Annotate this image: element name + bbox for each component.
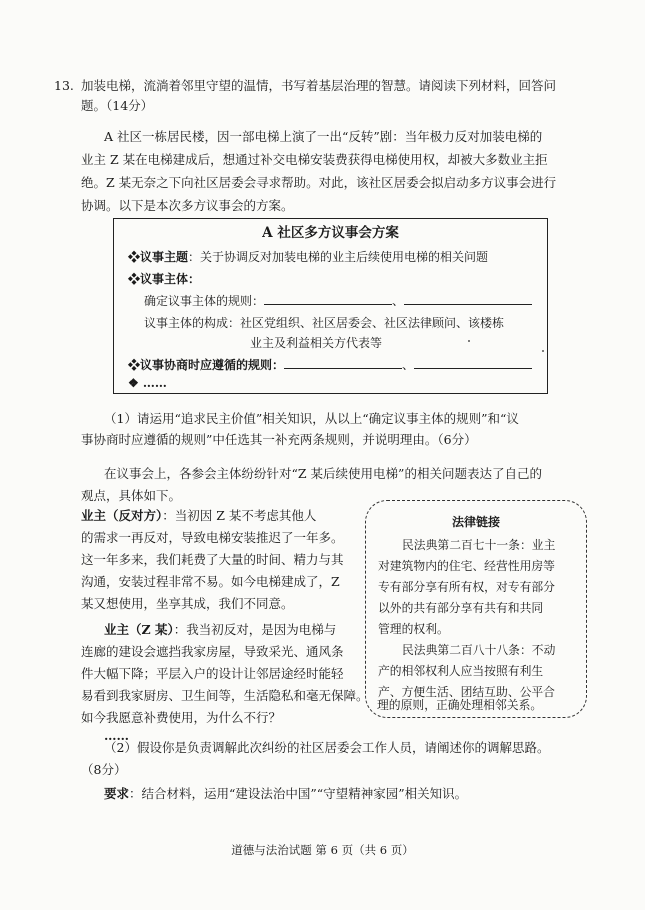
owner-opposed-line-5: 某又想使用，坐享其成，我们不同意。 <box>81 596 294 611</box>
sub2-line-2: （8分） <box>81 762 127 777</box>
plan-more: ❖ …… <box>128 376 167 390</box>
law-line-7: 产的相邻权利人应当按照有利生 <box>378 664 544 678</box>
sub1-line-1: （1）请运用“追求民主价值”相关知识，从以上“确定议事主体的规则”和“议 <box>104 411 519 426</box>
question-stem-line-2: 题。（14分） <box>81 98 154 113</box>
plan-subject-label: ❖议事主体： <box>128 272 201 286</box>
plan-box <box>113 218 548 394</box>
law-line-3: 专有部分享有所有权，对专有部分 <box>378 580 555 594</box>
owner-z-ellipsis: …… <box>104 728 129 743</box>
plan-principle-line <box>128 357 532 373</box>
plan-rule-line <box>144 293 532 309</box>
owner-opposed-text: ：当初因 Z 某不考虑其他人 <box>162 508 317 523</box>
law-line-2: 对建筑物内的住宅、经营性用房等 <box>378 559 555 573</box>
law-line-9: 理的原则，正确处理相邻关系。 <box>377 698 543 712</box>
material1-line-3: 绝。Z 某无奈之下向社区居委会寻求帮助。对此，该社区居委会拟启动多方议事会进行 <box>81 175 557 190</box>
material2-line-2: 观点，具体如下。 <box>81 488 182 503</box>
plan-composition-line-1: 议事主体的构成：社区党组织、社区居委会、社区法律顾问、该楼栋 <box>144 316 505 330</box>
rule-blank-1[interactable] <box>264 293 392 305</box>
plan-topic <box>128 249 488 265</box>
owner-opposed-line-2: 的需求一再反对，导致电梯安装推迟了一年多。 <box>81 530 344 545</box>
sub2-line-1: （2）假设你是负责调解此次纠纷的社区居委会工作人员，请阐述你的调解思路。 <box>104 740 550 755</box>
material1-line-2: 业主 Z 某在电梯建成后，想通过补交电梯安装费获得电梯使用权，却被大多数业主拒 <box>81 152 548 167</box>
owner-opposed-line-4: 沟通，安装过程非常不易。如今电梯建成了，Z <box>81 574 340 589</box>
requirement-line <box>104 786 467 802</box>
plan-principle-label: ❖议事协商时应遵循的规则： <box>128 358 285 372</box>
principle-blank-1[interactable] <box>284 357 402 369</box>
law-line-6: 民法典第二百八十八条：不动 <box>402 643 556 657</box>
law-line-4: 以外的共有部分享有共有和共同 <box>378 601 544 615</box>
owner-opposed-label: 业主（反对方） <box>81 508 163 523</box>
plan-topic-label: ❖议事主题 <box>128 250 189 264</box>
owner-z-line-1 <box>104 622 336 638</box>
plan-topic-text: ：关于协调反对加装电梯的业主后续使用电梯的相关问题 <box>188 250 489 264</box>
law-line-5: 管理的权利。 <box>378 622 449 636</box>
owner-z-line-4: 易看到我家厨房、卫生间等，生活隐私和毫无保障。 <box>81 688 369 703</box>
requirement-text: ：结合材料，运用“建设法治中国”“守望精神家园”相关知识。 <box>129 786 468 801</box>
stray-mark <box>468 340 470 342</box>
owner-z-text: ：我当初反对，是因为电梯与 <box>173 622 337 637</box>
owner-z-line-3: 件大幅下降；平层入户的设计让邻居途经时能轻 <box>81 666 344 681</box>
requirement-label: 要求 <box>104 786 130 801</box>
rule-blank-2[interactable] <box>404 293 532 305</box>
law-title: 法律链接 <box>451 515 500 529</box>
material1-line-1: A 社区一栋居民楼，因一部电梯上演了一出“反转”剧：当年极力反对加装电梯的 <box>104 129 543 144</box>
owner-opposed-line-3: 这一年多来，我们耗费了大量的时间、精力与其 <box>81 552 344 567</box>
plan-title: A 社区多方议事会方案 <box>262 225 399 241</box>
law-link-box <box>365 500 587 718</box>
law-line-1: 民法典第二百七十一条：业主 <box>402 538 556 552</box>
question-stem-line-1: 加装电梯，流淌着邻里守望的温情，书写着基层治理的智慧。请阅读下列材料，回答问 <box>81 78 557 93</box>
page-footer: 道德与法治试题 第 6 页（共 6 页） <box>231 843 414 857</box>
material2-line-1: 在议事会上，各参会主体纷纷针对“Z 某后续使用电梯”的相关问题表达了自己的 <box>104 466 542 481</box>
sub1-line-2: 事协商时应遵循的规则”中任选其一补充两条规则，并说明理由。（6分） <box>81 432 477 447</box>
principle-separator: 、 <box>402 358 415 372</box>
owner-z-label: 业主（Z 某） <box>104 622 174 637</box>
stray-mark <box>542 350 544 352</box>
owner-opposed-line-1 <box>81 508 316 524</box>
plan-composition-line-2: 业主及利益相关方代表等 <box>250 336 383 350</box>
material1-line-4: 协调。以下是本次多方议事会的方案。 <box>81 198 294 213</box>
rule-separator: 、 <box>392 294 405 308</box>
owner-z-line-2: 连廊的建设会遮挡我家房屋，导致采光、通风条 <box>81 644 344 659</box>
law-line-8: 产、方便生活、团结互助、公平合 <box>378 685 555 699</box>
owner-z-line-5: 如今我愿意补费使用，为什么不行？ <box>81 710 282 725</box>
plan-rule-label: 确定议事主体的规则： <box>144 294 265 308</box>
principle-blank-2[interactable] <box>414 357 532 369</box>
question-number: 13. <box>54 78 74 93</box>
